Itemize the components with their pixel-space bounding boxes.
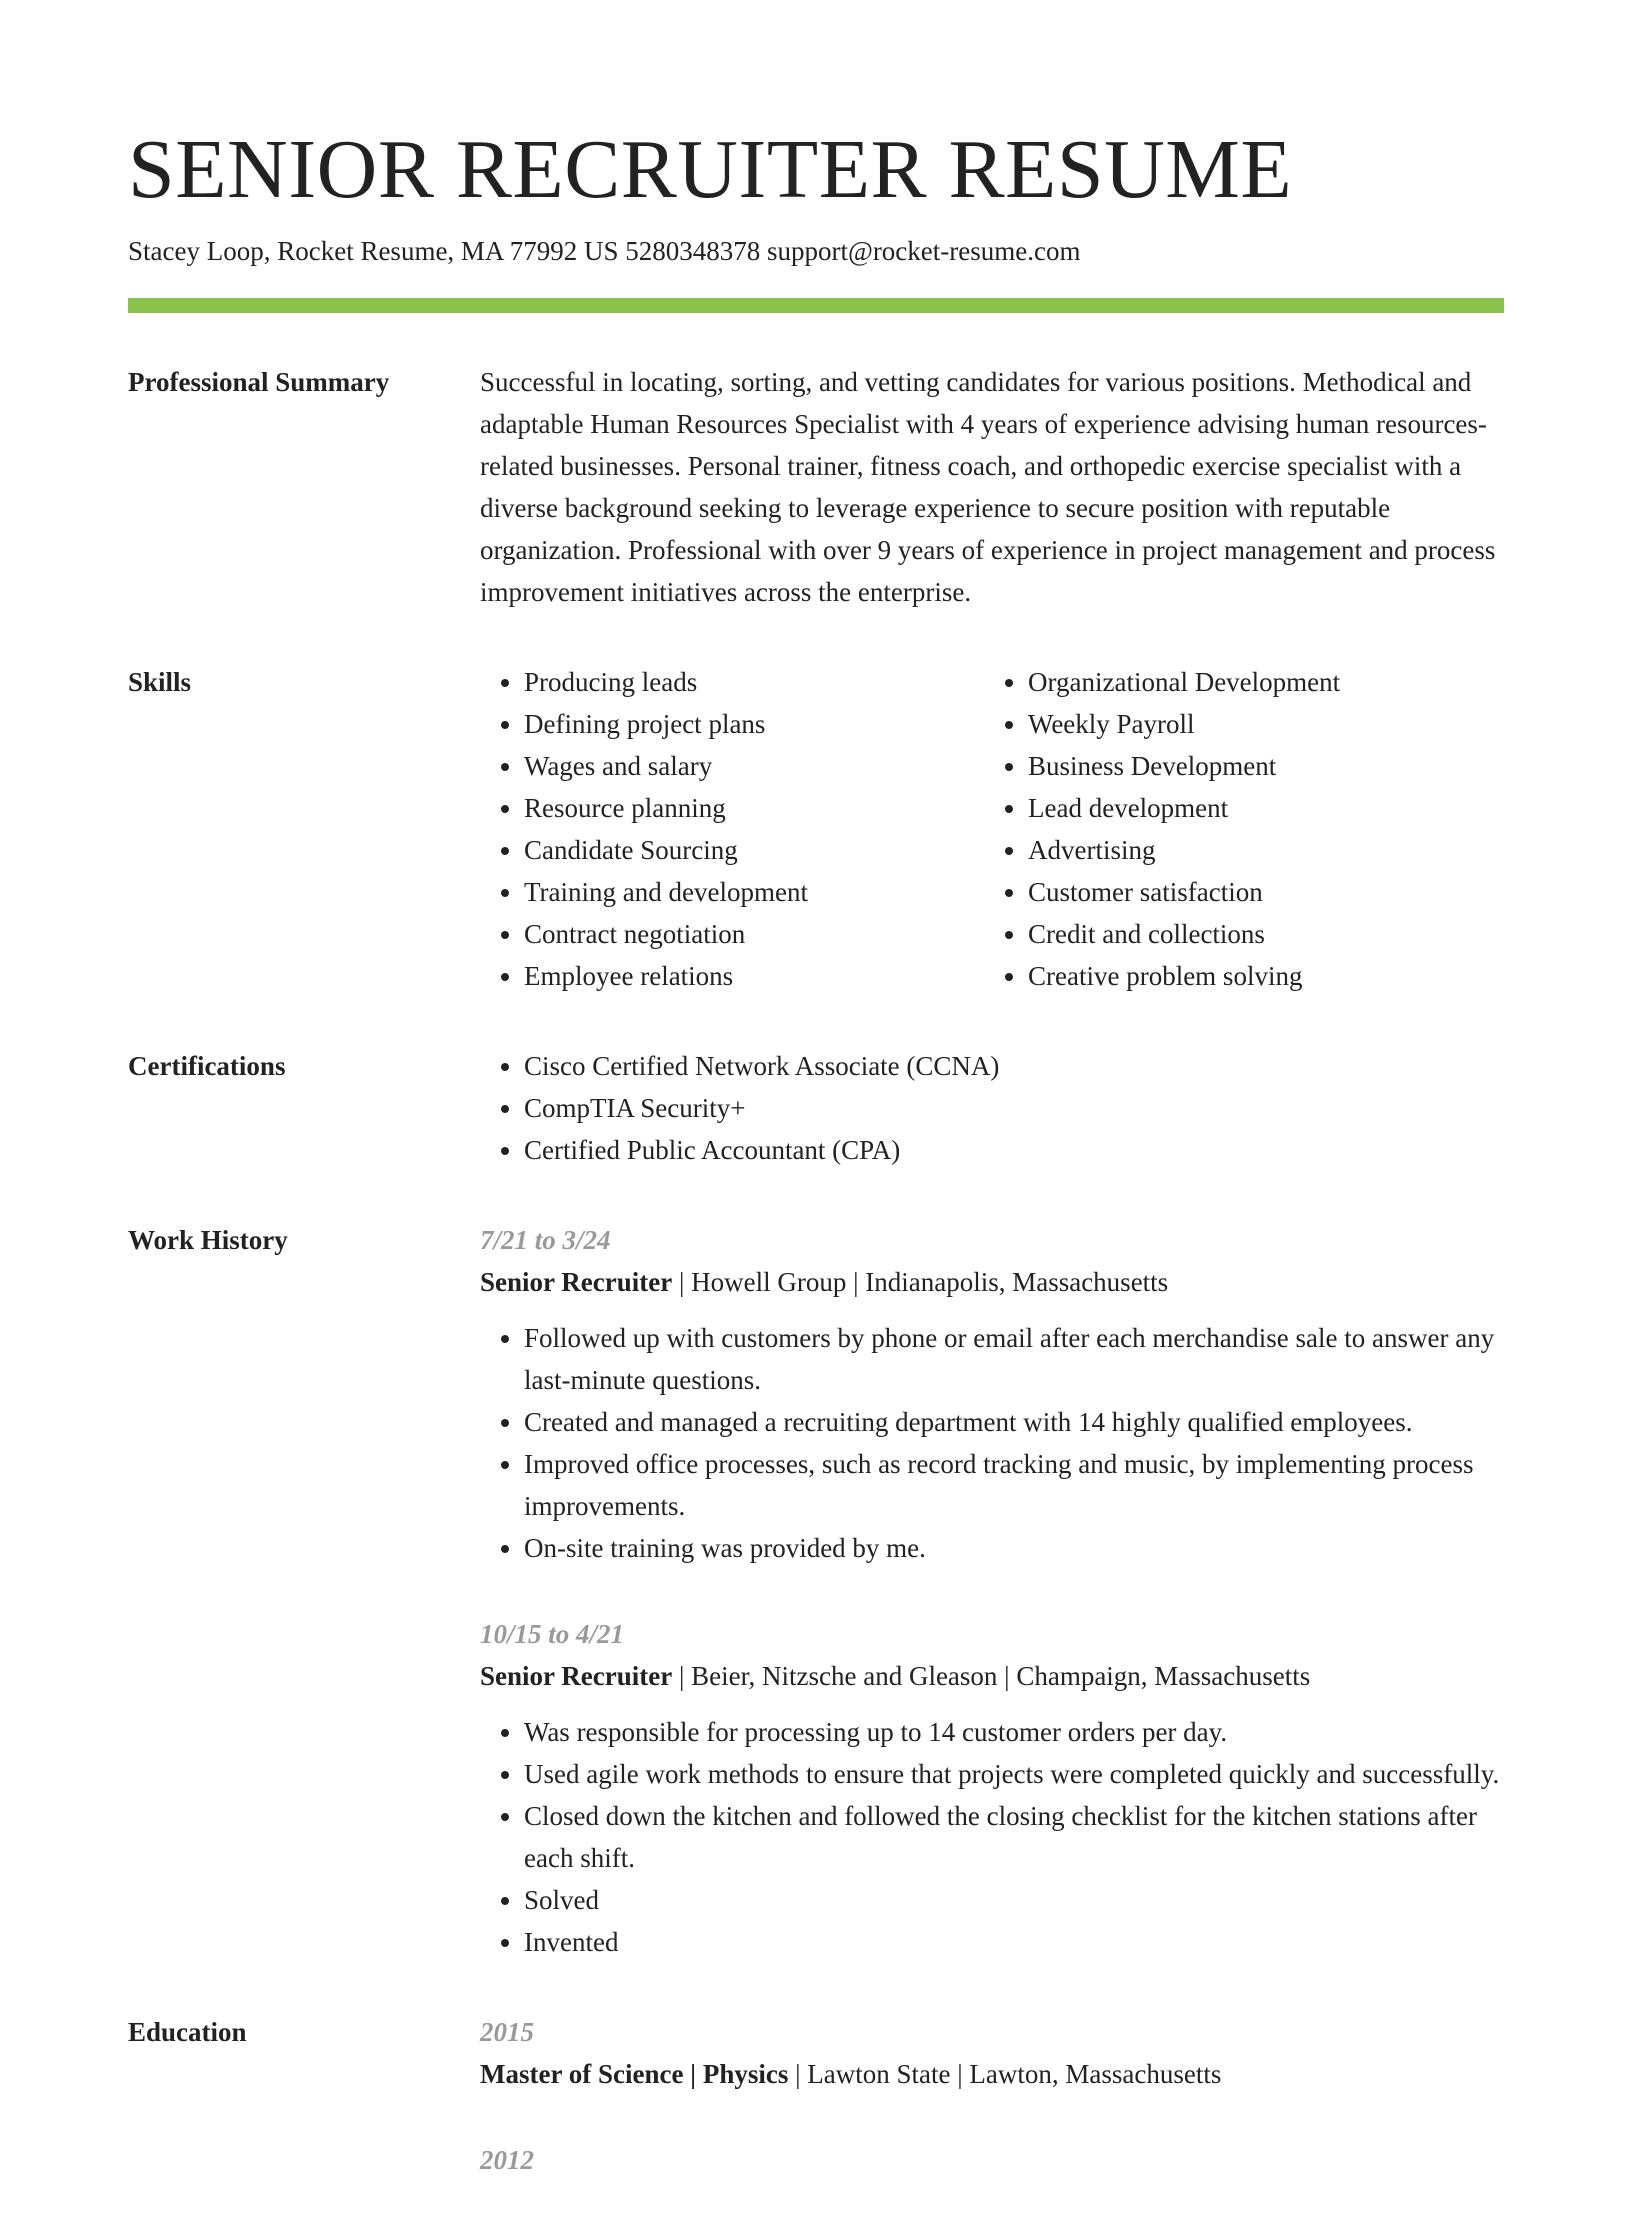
skill-item: • Lead development	[1028, 787, 1488, 829]
education-section	[128, 2011, 1504, 2225]
job-entry	[480, 1219, 1504, 1569]
certification-item: • CompTIA Security+	[524, 1087, 1504, 1129]
skill-item: • Employee relations	[524, 955, 984, 997]
certification-item: • Cisco Certified Network Associate (CCNA)	[524, 1045, 1504, 1087]
job-date: 7/21 to 3/24	[480, 1225, 611, 1255]
contact-line: Stacey Loop, Rocket Resume, MA 77992 US 5280348378 support@rocket-resume.com	[128, 236, 1081, 266]
skill-item: • Weekly Payroll	[1028, 703, 1488, 745]
job-bullet: • On-site training was provided by me.	[524, 1527, 1504, 1569]
education-date: 2012	[480, 2145, 534, 2175]
skill-item: • Contract negotiation	[524, 913, 984, 955]
resume-title: SENIOR RECRUITER RESUME	[128, 123, 1293, 216]
section-label-work-history: Work History	[128, 1225, 288, 1255]
skill-item: • Creative problem solving	[1028, 955, 1488, 997]
certifications-section	[128, 1045, 1504, 1171]
skill-item: • Advertising	[1028, 829, 1488, 871]
section-label-summary: Professional Summary	[128, 367, 390, 397]
skill-item: • Producing leads	[524, 661, 984, 703]
job-title: Senior Recruiter	[480, 1661, 673, 1691]
skill-item: • Credit and collections	[1028, 913, 1488, 955]
job-date: 10/15 to 4/21	[480, 1619, 625, 1649]
job-details: | Beier, Nitzsche and Gleason | Champaign, Massachusetts	[672, 1661, 1311, 1691]
job-bullet: • Invented	[524, 1921, 1504, 1963]
job-bullet: • Created and managed a recruiting department with 14 highly qualified employees.	[524, 1401, 1504, 1443]
job-entry	[480, 1613, 1504, 1963]
skill-item: • Training and development	[524, 871, 984, 913]
job-role-line	[480, 1261, 1504, 1303]
work-history-section	[128, 1219, 1504, 1963]
skill-item: • Customer satisfaction	[1028, 871, 1488, 913]
skills-list-col1	[480, 661, 984, 997]
skill-item: • Candidate Sourcing	[524, 829, 984, 871]
job-details: | Howell Group | Indianapolis, Massachusetts	[672, 1267, 1169, 1297]
summary-text: Successful in locating, sorting, and vetting candidates for various positions. Methodical and adaptable Human Resources Specialist with 4 years of experience advising human resources-related businesses. Personal trainer, fitness coach, and orthopedic exercise specialist with a diverse background seeking to leverage experience to secure position with reputable organization. Professional with over 9 years of experience in project management and process improvement initiatives across the enterprise.	[480, 367, 1496, 607]
skill-item: • Organizational Development	[1028, 661, 1488, 703]
skill-item: • Resource planning	[524, 787, 984, 829]
job-bullet: • Solved	[524, 1879, 1504, 1921]
skill-item: • Business Development	[1028, 745, 1488, 787]
job-bullets	[480, 1317, 1504, 1569]
job-bullet: • Improved office processes, such as record tracking and music, by implementing process improvements.	[524, 1443, 1504, 1527]
education-date: 2015	[480, 2017, 534, 2047]
skill-item: • Defining project plans	[524, 703, 984, 745]
education-degree: Master of Science | Physics	[480, 2059, 789, 2089]
skills-section	[128, 661, 1504, 997]
job-bullet: • Was responsible for processing up to 14 customer orders per day.	[524, 1711, 1504, 1753]
job-bullet: • Closed down the kitchen and followed the closing checklist for the kitchen stations after each shift.	[524, 1795, 1504, 1879]
certification-item: • Certified Public Accountant (CPA)	[524, 1129, 1504, 1171]
summary-section	[128, 361, 1504, 613]
section-label-skills: Skills	[128, 667, 192, 697]
certifications-list	[480, 1045, 1504, 1171]
accent-divider	[128, 298, 1504, 313]
job-title: Senior Recruiter	[480, 1267, 673, 1297]
job-role-line	[480, 1655, 1504, 1697]
education-entry	[480, 2139, 1504, 2181]
skills-list-col2	[984, 661, 1488, 997]
skill-item: • Wages and salary	[524, 745, 984, 787]
education-line	[480, 2053, 1504, 2095]
section-label-education: Education	[128, 2017, 247, 2047]
education-entry	[480, 2011, 1504, 2095]
section-label-certifications: Certifications	[128, 1051, 286, 1081]
job-bullet: • Used agile work methods to ensure that projects were completed quickly and successfully.	[524, 1753, 1504, 1795]
education-details: | Lawton State | Lawton, Massachusetts	[788, 2059, 1222, 2089]
job-bullet: • Followed up with customers by phone or email after each merchandise sale to answer any last-minute questions.	[524, 1317, 1504, 1401]
job-bullets	[480, 1711, 1504, 1963]
